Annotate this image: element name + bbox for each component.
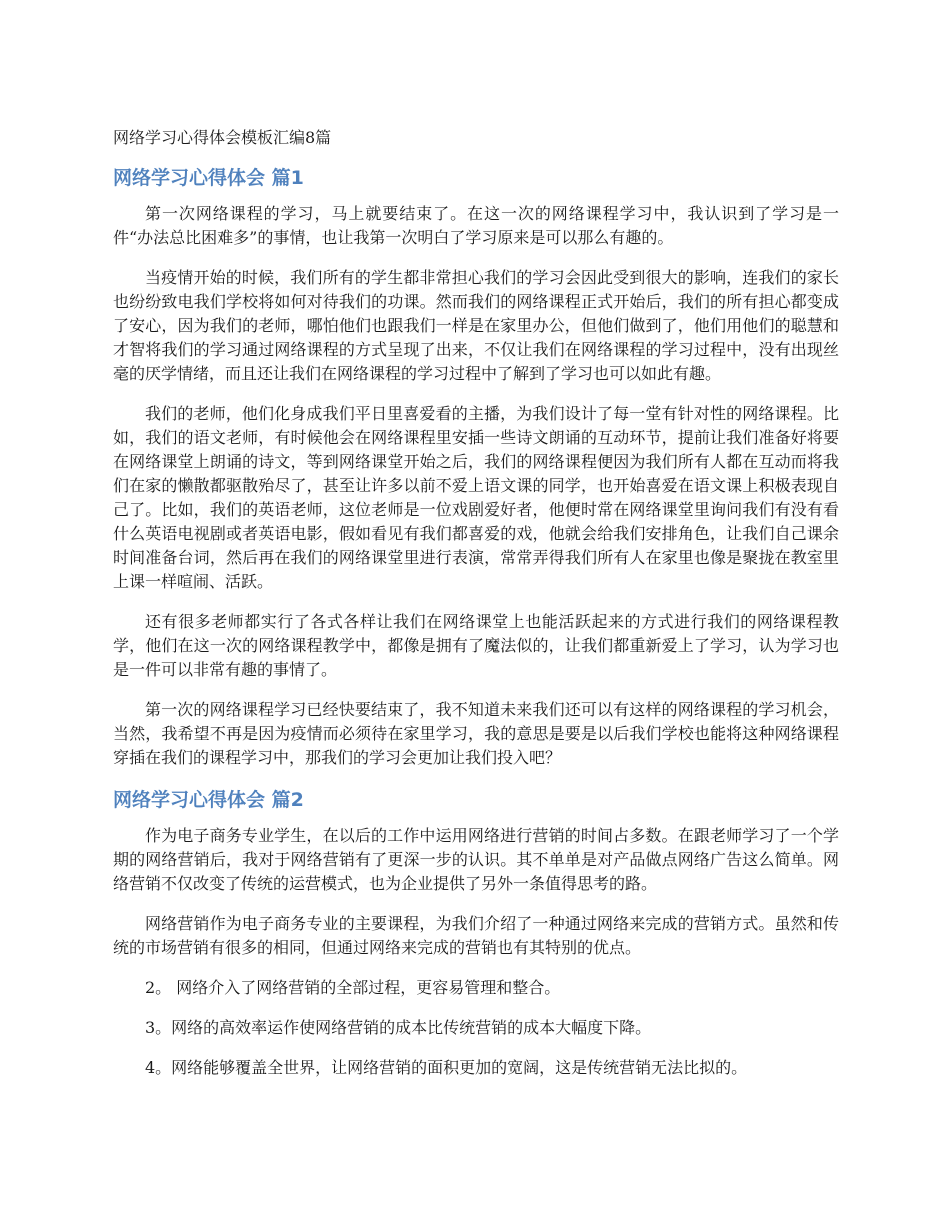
paragraph: 还有很多老师都实行了各式各样让我们在网络课堂上也能活跃起来的方式进行我们的网络课程教学，他们在这一次的网络课程教学中，都像是拥有了魔法似的，让我们都重新爱上了学习，认为学习也是一件可以非常有趣的事情了。	[113, 612, 839, 679]
paragraph: 网络营销作为电子商务专业的主要课程，为我们介绍了一种通过网络来完成的营销方式。虽然和传统的市场营销有很多的相同，但通过网络来完成的营销也有其特别的优点。	[113, 914, 839, 957]
paragraph: 作为电子商务专业学生，在以后的工作中运用网络进行营销的时间占多数。在跟老师学习了一个学期的网络营销后，我对于网络营销有了更深一步的认识。其不单单是对产品做点网络广告这么简单。网络营销不仅改变了传统的运营模式，也为企业提供了另外一条值得思考的路。	[113, 826, 839, 893]
section-2	[113, 786, 839, 1080]
paragraph: 4。网络能够覆盖全世界，让网络营销的面积更加的宽阔，这是传统营销无法比拟的。	[145, 1058, 748, 1077]
document-title: 网络学习心得体会模板汇编8篇	[113, 128, 332, 147]
section-heading: 网络学习心得体会 篇1	[113, 167, 304, 189]
paragraph: 当疫情开始的时候，我们所有的学生都非常担心我们的学习会因此受到很大的影响，连我们的家长也纷纷致电我们学校将如何对待我们的功课。然而我们的网络课程正式开始后，我们的所有担心都变成了安心，因为我们的老师，哪怕他们也跟我们一样是在家里办公，但他们做到了，他们用他们的聪慧和才智将我们的学习通过网络课程的方式呈现了出来，不仅让我们在网络课程的学习过程中，没有出现丝毫的厌学情绪，而且还让我们在网络课程的学习过程中了解到了学习也可以如此有趣。	[113, 268, 839, 383]
section-1	[113, 164, 839, 770]
paragraph: 第一次网络课程的学习，马上就要结束了。在这一次的网络课程学习中，我认识到了学习是一件“办法总比困难多”的事情，也让我第一次明白了学习原来是可以那么有趣的。	[113, 204, 839, 247]
paragraph: 第一次的网络课程学习已经快要结束了，我不知道未来我们还可以有这样的网络课程的学习机会，当然，我希望不再是因为疫情而必须待在家里学习，我的意思是要是以后我们学校也能将这种网络课程穿插在我们的课程学习中，那我们的学习会更加让我们投入吧？	[113, 700, 839, 767]
document-page	[113, 126, 839, 1096]
section-heading: 网络学习心得体会 篇2	[113, 789, 304, 811]
paragraph: 2。 网络介入了网络营销的全部过程，更容易管理和整合。	[145, 978, 561, 997]
paragraph: 3。网络的高效率运作使网络营销的成本比传统营销的成本大幅度下降。	[145, 1018, 652, 1037]
paragraph: 我们的老师，他们化身成我们平日里喜爱看的主播，为我们设计了每一堂有针对性的网络课程。比如，我们的语文老师，有时候他会在网络课程里安插一些诗文朗诵的互动环节，提前让我们准备好将要在网络课堂上朗诵的诗文，等到网络课堂开始之后，我们的网络课程便因为我们所有人都在互动而将我们在家的懒散都驱散殆尽了，甚至让许多以前不爱上语文课的同学，也开始喜爱在语文课上积极表现自己了。比如，我们的英语老师，这位老师是一位戏剧爱好者，他便时常在网络课堂里询问我们有没有看什么英语电视剧或者英语电影，假如看见有我们都喜爱的戏，他就会给我们安排角色，让我们自己课余时间准备台词，然后再在我们的网络课堂里进行表演，常常弄得我们所有人在家里也像是聚拢在教室里上课一样喧闹、活跃。	[113, 404, 839, 591]
